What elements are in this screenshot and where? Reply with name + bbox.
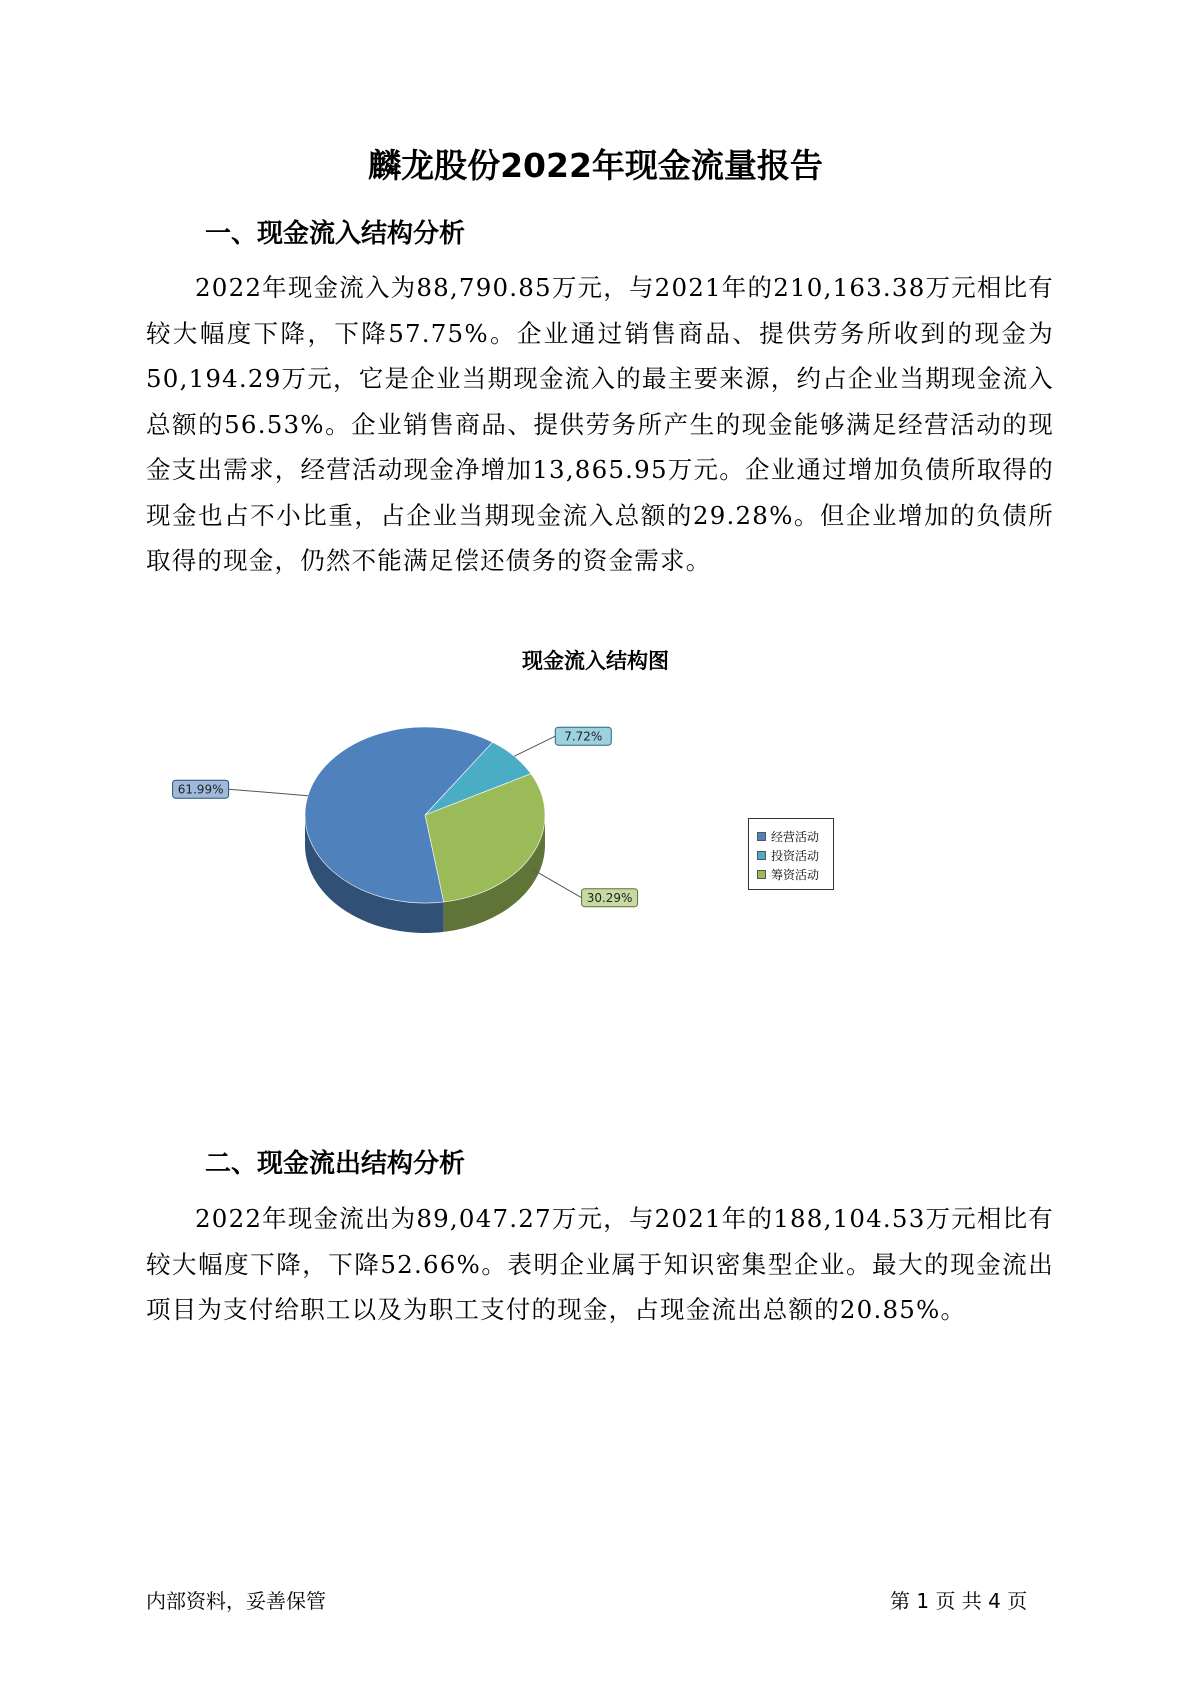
section-heading-outflow: 二、现金流出结构分析 xyxy=(205,1149,466,1179)
leader-line-operating xyxy=(229,789,308,796)
footer-confidential-note: 内部资料，妥善保管 xyxy=(146,1589,326,1613)
data-label-investing: 7.72% xyxy=(564,729,603,744)
data-label-operating: 61.99% xyxy=(177,782,224,797)
footer-page-number: 第 1 页 共 4 页 xyxy=(890,1589,1028,1613)
legend-swatch-operating xyxy=(757,832,766,841)
legend-item-operating xyxy=(757,827,833,846)
leader-line-investing xyxy=(514,736,555,756)
legend-item-financing xyxy=(757,865,833,884)
leader-line-financing xyxy=(532,869,581,897)
paragraph-outflow: 2022年现金流出为89,047.27万元，与2021年的188,104.53万元相比有较大幅度下降，下降52.66%。表明企业属于知识密集型企业。最大的现金流出项目为支付给职工以及为职工支付的现金，占现金流出总额的20.85%。 xyxy=(146,1204,1054,1324)
legend-item-investing xyxy=(757,846,833,865)
legend-label-operating: 经营活动 xyxy=(771,830,820,844)
legend-swatch-investing xyxy=(757,851,766,860)
chart-title: 现金流入结构图 xyxy=(522,649,669,673)
document-title: 麟龙股份2022年现金流量报告 xyxy=(368,146,823,185)
chart-legend xyxy=(748,818,834,890)
legend-label-financing: 筹资活动 xyxy=(771,868,820,882)
section-heading-inflow: 一、现金流入结构分析 xyxy=(205,219,466,249)
data-label-financing: 30.29% xyxy=(586,891,633,906)
legend-swatch-financing xyxy=(757,870,766,879)
paragraph-inflow: 2022年现金流入为88,790.85万元，与2021年的210,163.38万元相比有较大幅度下降，下降57.75%。企业通过销售商品、提供劳务所收到的现金为50,194.29万元，它是企业当期现金流入的最主要来源，约占企业当期现金流入总额的56.53%。企业销售商品、提供劳务所产生的现金能够满足经营活动的现金支出需求，经营活动现金净增加13,865.95万元。企业通过增加负债所取得的现金也占不小比重，占企业当期现金流入总额的29.28%。但企业增加的负债所取得的现金，仍然不能满足偿还债务的资金需求。 xyxy=(146,273,1054,575)
legend-label-investing: 投资活动 xyxy=(771,849,820,863)
